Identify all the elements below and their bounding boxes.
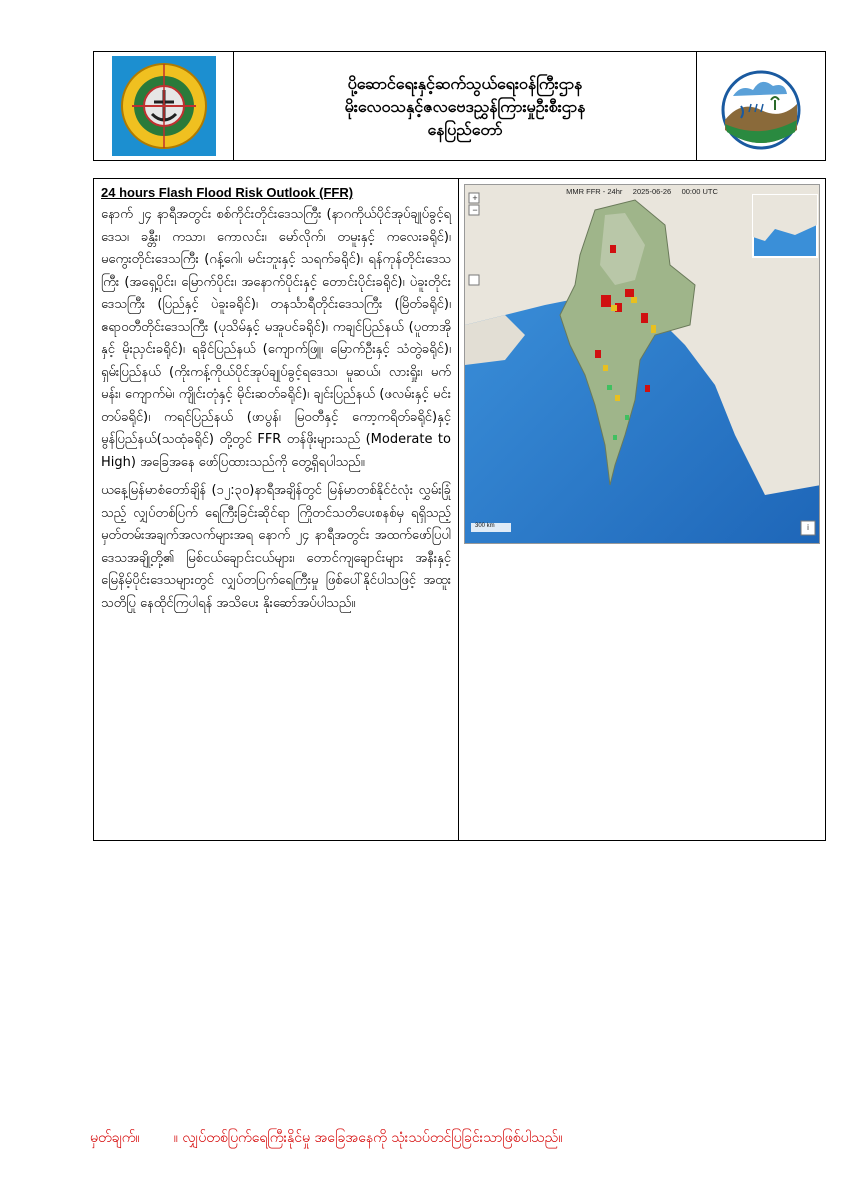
content-table: [93, 178, 826, 841]
footer-text: ။ လျှပ်တစ်ပြက်ရေကြီးနိုင်မှု အခြေအနေကို သုံးသပ်တင်ပြခြင်းသာဖြစ်ပါသည်။: [173, 1130, 563, 1146]
ministry-logo-cell: [94, 52, 234, 160]
zoom-in-button[interactable]: +: [472, 193, 478, 203]
ffr-map[interactable]: [464, 184, 820, 544]
header-table: [93, 51, 826, 161]
footer-note: [90, 1128, 830, 1149]
info-button[interactable]: i: [807, 523, 809, 532]
header-title-cell: [234, 52, 697, 160]
map-time: 00:00 UTC: [681, 187, 718, 196]
footer-label: မှတ်ချက်။: [90, 1130, 140, 1146]
dmh-logo: [711, 60, 811, 152]
map-date: 2025-06-26: [632, 187, 672, 196]
zoom-out-button[interactable]: −: [472, 205, 478, 215]
ffr-map-image: [465, 185, 820, 544]
city-name: နေပြည်တော်: [427, 119, 503, 139]
map-column: [459, 179, 825, 840]
advisory-paragraph: ယနေ့မြန်မာစံတော်ချိန် (၁၂:၃၀)နာရီအချိန်တွင် မြန်မာတစ်နိုင်ငံလုံး လွှမ်းခြုံသည့် လျှပ်တစ်ပြက် ရေကြီးခြင်းဆိုင်ရာ ကြိုတင်သတိပေးစနစ်မှ ရရှိသည့် မှတ်တမ်းအချက်အလက်များအရ နောက် ၂၄ နာရီအတွင်း အထက်ဖော်ပြပါ ဒေသအချို့တို့၏ မြစ်ငယ်ချောင်းငယ်များ၊ တောင်ကျချောင်းများ အနီးနှင့် မြေနိမ့်ပိုင်းဒေသများတွင် လျှပ်တပြက်ရေကြီးမှု ဖြစ်ပေါ်နိုင်ပါသဖြင့် အထူးသတိပြု နေထိုင်ကြပါရန် အသိပေး နိုးဆော်အပ်ပါသည်။: [101, 483, 451, 611]
map-product: MMR FFR - 24hr: [566, 187, 623, 196]
map-scale-label: 300 km: [475, 523, 495, 529]
text-column: [94, 179, 459, 840]
department-name: မိုးလေဝသနှင့်ဇလဗေဒညွှန်ကြားမှုဦးစီးဌာန: [344, 96, 586, 116]
section-title: 24 hours Flash Flood Risk Outlook (FFR): [101, 185, 354, 200]
map-title: [465, 187, 819, 196]
risk-areas-paragraph: နောက် ၂၄ နာရီအတွင်း စစ်ကိုင်းတိုင်းဒေသကြီး (နာဂကိုယ်ပိုင်အုပ်ချုပ်ခွင့်ရဒေသ၊ ခန္တီး၊ ကသာ၊ ကောလင်း၊ မော်လိုက်၊ တမူးနှင့် ကလေးခရိုင်)၊ မကွေးတိုင်းဒေသကြီး (ဂန့်ဂေါ၊ မင်းဘူးနှင့် သရက်ခရိုင်)၊ ရန်ကုန်တိုင်းဒေသကြီး (အရှေ့ပိုင်း၊ မြောက်ပိုင်း၊ အနောက်ပိုင်းနှင့် တောင်းပိုင်းခရိုင်)၊ ပဲခူးတိုင်းဒေသကြီး (ပြည်နှင့် ပဲခူးခရိုင်)၊ တနင်္သာရီတိုင်းဒေသကြီး (မြိတ်ခရိုင်)၊ ဧရာဝတီတိုင်းဒေသကြီး (ပုသိမ်နှင့် မအူပင်ခရိုင်)၊ ကချင်ပြည်နယ် (ပူတာအိုနှင့် မိုးညှင်းခရိုင်)၊ ရခိုင်ပြည်နယ် (ကျောက်ဖြူ၊ မြောက်ဦးနှင့် သံတွဲခရိုင်)၊ ရှမ်းပြည်နယ် (ကိုးကန့်ကိုယ်ပိုင်အုပ်ချုပ်ခွင့်ရဒေသ၊ မူဆယ်၊ လားရှိုး၊ မက်မန်း၊ ကျောက်မဲ၊ ကျိုင်းတုံနှင့် မိုင်းဆတ်ခရိုင်)၊ ချင်းပြည်နယ် (ဖလမ်းနှင့် မင်းတပ်ခရိုင်)၊ ကရင်ပြည်နယ် (ဖာပွန်၊ မြဝတီနှင့် ကော့ကရိတ်ခရိုင်)နှင့် မွန်ပြည်နယ်(သထုံခရိုင်) တို့တွင် FFR တန်ဖိုးများသည် (Moderate to High) အခြေအနေ ဖော်ပြထားသည်ကို တွေ့ရှိရပါသည်။: [101, 207, 451, 470]
dmh-logo-cell: [697, 52, 825, 160]
ministry-name: ပို့ဆောင်ရေးနှင့်ဆက်သွယ်ရေးဝန်ကြီးဌာန: [347, 73, 583, 93]
ministry-logo: [112, 56, 216, 156]
